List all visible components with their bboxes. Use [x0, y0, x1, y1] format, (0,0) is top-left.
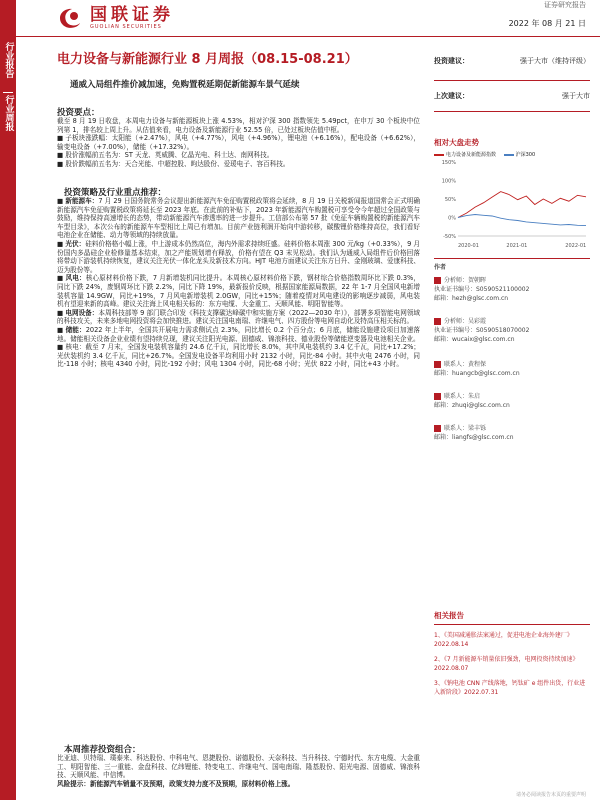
prev-label: 上次建议： [434, 92, 469, 100]
doc-type: 证券研究报告 [544, 1, 586, 9]
relative-performance-chart [434, 158, 590, 250]
analyst-2-name: 分析师：吴彩霞 [444, 318, 487, 325]
analyst-2-cert: 执业证书编号：S0590518070002 [434, 327, 530, 334]
contact-2-email: 邮箱：zhuqi@glsc.com.cn [434, 402, 510, 409]
related-title: 相关报告 [434, 611, 464, 620]
report-date: 2022 年 08 月 21 日 [508, 19, 586, 28]
chart-title: 相对大盘走势 [434, 138, 479, 147]
nev-label: 新能源车： [65, 197, 99, 205]
contact-2-name: 联系人：朱启 [444, 393, 481, 400]
legend-swatch-2 [504, 154, 514, 156]
contact-3-email: 邮箱：liangfs@glsc.com.cn [434, 434, 514, 441]
related-divider [434, 624, 590, 625]
company-logo [58, 6, 174, 30]
analyst-1-name: 分析师：贺朝晖 [444, 277, 487, 284]
x-tick-label: 2020-01 [458, 243, 479, 249]
contact-icon [434, 361, 441, 368]
section-portfolio: 本周推荐投资组合： [64, 745, 141, 755]
analyst-block [434, 258, 590, 442]
analyst-1-email: 邮箱：hezh@glsc.com.cn [434, 295, 509, 302]
investment-summary: 截至 8 月 19 日收盘，本周电力设备与新能源板块上涨 4.53%，相对沪深 300 指数领先 5.49pct，在申万 30 个板块中位列第 1，排名较上周上升。从估值来看，电力设备及新能源行业 52.55 倍，已处过板块估值中枢。 [57, 117, 420, 134]
legend-label-2: 沪深300 [515, 152, 536, 158]
x-tick-label: 2022-01 [565, 243, 587, 249]
y-tick-label: -50% [443, 234, 456, 240]
investment-points-body: 截至 8 月 19 日收盘，本周电力设备与新能源板块上涨 4.53%，相对沪深 300 指数领先 5.49pct，在申万 30 个板块中位列第 1，排名较上周上升。从估值来看，电力设备及新能源行业 52.55 倍，已处过板块估值中枢。 ■ 子板块涨跌幅：太阳能（+2.47%），风电（+4.77%），风电（+4.96%），锂电池（+6.16%），配电设备（+6.62%），输变电设备（+7.00%），储能（+17.32%）。 ■ 股价涨幅前五名为：ST 天龙、英威腾、亿晶光电、科士达、南网科技。 ■ 股价跌幅前五名为：天合光能、中超控股、昫达股份、爱瑗电子、容百科技。 [57, 117, 421, 168]
section-investment-points: 投资要点： [57, 108, 100, 118]
storage-text: 2022 年上半年，全国共开展电力需求侧试点 2.3%，同比增长 0.2 个百分点；6 月底，储能设施建设项目加速落地。储能相关设备企业业绩有望持续兑现，建议关注阳光电源、固德威、锦浪科技、德业股份等储能逆变器及电池相关企业。 [57, 325, 420, 343]
related-item[interactable]: 1、《美国减通胀法案通过，促进电池企业海外建厂》2022.08.14 [434, 632, 573, 648]
related-item[interactable]: 3、《钠电池 CNN 产线落地，钙钛矿 e 组件出货，行业进入新阶段》2022.07.31 [434, 680, 586, 696]
x-tick-label: 2021-01 [506, 243, 528, 249]
author-label: 作者 [434, 264, 447, 271]
rating-block [434, 56, 590, 112]
legend-label-1: 电力设备及新能源指数 [446, 152, 497, 158]
logo-text-cn: 国联证券 [90, 5, 174, 25]
chart-block [434, 137, 590, 254]
analyst-2-email: 邮箱：wucaix@glsc.com.cn [434, 336, 515, 343]
contact-3-name: 联系人：梁丰铄 [444, 425, 487, 432]
contact-icon [434, 425, 441, 432]
related-item[interactable]: 2、《7 月新能源车销量依旧强劲，电网投资持续加速》2022.08.07 [434, 656, 579, 672]
wind-text: 核心原材料价格下跌，7 月新增装机同比提升。本周核心原材料价格下跌，钢材综合价格指数周环比下跌 0.3%，同比下跌 24%，废钢周环比下跌 2.2%，同比下降 19%，最新报价反映，根据国家能源局数据，22 年 1-7 月全国风电新增装机容量 14.9GW，同比+19%，7 月风电新增装机 2.0GW，同比+15%；随着疫情对风电建设的影响逐步减弱，风电装机有望迎来新的高峰。建议关注海上风电相关标的：东方电缆、大金重工、天顺风能、明阳智能等。 [57, 274, 421, 309]
y-tick-label: 100% [441, 178, 456, 185]
y-tick-label: 0% [448, 215, 456, 222]
contact-1-email: 邮箱：huangcb@glsc.com.cn [434, 370, 520, 377]
analyst-divider [434, 258, 590, 259]
invest-label: 投资建议： [434, 57, 469, 65]
subsector-changes: 子板块涨跌幅：太阳能（+2.47%），风电（+4.77%），风电（+4.96%），锂电池（+6.16%），配电设备（+6.62%），输变电设备（+7.00%），储能（+17.32%）。 [57, 134, 421, 151]
header-divider [0, 36, 600, 37]
chart-legend [434, 151, 590, 158]
portfolio-body [57, 754, 420, 788]
wind-label: 风电： [65, 274, 86, 283]
section-strategy: 投资策略及行业重点推荐： [64, 188, 167, 198]
pv-text: 硅料价格格小幅上涨，中上游成本仍然高位，海内外需求持续旺盛。硅料价格本周涨 300 元/kg（+0.33%），9 月份国内多晶硅企业检修量基本结束，加之产能规划增有释放，价格有望在 Q3 末见松动。我们认为通威入局组件后价格回落将带动下游装机持续恢复，建议关注光伏一体化龙头及新技术方向。HJT 电池方面建议关注东方日升、金刚玻璃、爱康科技、迈为股份等。 [57, 239, 421, 274]
series-line-2 [458, 215, 586, 226]
footer-note: 请务必阅读报告末页的重要声明 [515, 792, 586, 798]
invest-value: 强于大市（维持评级） [520, 57, 590, 65]
nev-text: 7 月 29 日国务院常务会议提出新能源汽车免征购置税政策将会延续，8 月 19 日关税新闻报道国常会正式明确新能源汽车免征购置税政策将延长至 2023 年底。在此前的补贴下，2023 年新能源汽车购置税可享受令今年超过全国政策与鼓励，维持保持高速增长的态势，带动新能源汽车渗透率的进一步提升。工信部公布第 57 批《免征车辆购置税的新能源汽车车型目录》，本次公布的新能源车车型相比上周已有增加。目前产业链利润开始向中游转移，碳酸锂价格维持高位，我们看好电池企业在储能、动力等领域的持续放量。 [57, 197, 421, 240]
grid-text: 本周科技部等 9 部门联合印发《科技支撑碳达峰碳中和实施方案（2022—2030 年）》，部署多项智能电网领域的科技攻关，未来多地电网投资将会加快推进。建议关注国电南瑞、许继电气、四方股份等电网自动化及特高压相关标的。 [57, 308, 420, 326]
top-losers: 股价跌幅前五名为：天合光能、中超控股、昫达股份、爱瑗电子、容百科技。 [65, 159, 290, 168]
report-title: 电力设备与新能源行业 8 月周报（08.15-08.21） [57, 52, 358, 67]
legend-swatch-1 [434, 154, 444, 156]
rating-divider [434, 80, 590, 81]
sidebar-label-bottom: 行业周报 [0, 90, 16, 135]
contact-icon [434, 393, 441, 400]
logo-mark-icon [58, 7, 84, 29]
grid-label: 电网设备： [65, 308, 99, 317]
storage-label: 储能： [65, 325, 86, 334]
contact-1-name: 联系人：黄程保 [444, 361, 487, 368]
rating-divider-2 [434, 111, 590, 112]
sidebar-label-top: 行业报告 [3, 42, 14, 78]
related-reports-block [434, 610, 590, 697]
top-gainers: 股价涨幅前五名为：ST 天龙、英威腾、亿晶光电、科士达、南网科技。 [65, 151, 274, 160]
series-line-1 [458, 192, 586, 218]
report-subtitle: 通威入局组件推价减加速，免购置税延期促新能源车景气延续 [70, 80, 300, 90]
analyst-1-cert: 执业证书编号：S0590521100002 [434, 286, 530, 293]
power-stats-text: 核电：截至 7 月末，全国发电装机容量约 24.6 亿千瓦，同比增长 8.0%，其中风电装机约 3.4 亿千瓦，同比+17.2%；光伏装机约 3.4 亿千瓦，同比+26.7%。全国发电设备平均利用小时 2132 小时，同比-84 小时。其中火电 2476 小时，同比-118 小时；核电 4340 小时，同比-192 小时；风电 1304 小时，同比-68 小时；光伏 822 小时，同比+43 小时。 [57, 343, 420, 369]
logo-text-en: GUOLIAN SECURITIES [90, 24, 162, 30]
portfolio-text: 比亚迪、贝特瑞、璞泰来、科达股份、中科电气、恩捷股份、诺德股份、天奈科技、当升科技、宁德时代、东方电缆、大金重工、明阳智能、三一重能、金盘科技、亿纬锂能、特变电工、许继电气、国电南瑞、隆基股份、阳光电源、固德威、锦浪科技、天顺风能、中信博。 [57, 754, 420, 780]
y-tick-label: 150% [441, 160, 456, 166]
analyst-icon [434, 318, 441, 325]
strategy-body: ■ 新能源车：7 月 29 日国务院常务会议提出新能源汽车免征购置税政策将会延续，8 月 19 日关税新闻报道国常会正式明确新能源汽车免征购置税政策将延长至 2023 年底。在此前的补贴下，2023 年新能源汽车购置税可享受令今年超过全国政策与鼓励，维持保持高速增长的态势，带动新能源汽车渗透率的进一步提升。工信部公布第 57 批《免征车辆购置税的新能源汽车车型目录》，本次公布的新能源车车型相比上周已有增加。目前产业链利润开始向中游转移，碳酸锂价格维持高位，我们看好电池企业在储能、动力等领域的持续放量。 ■ 光伏：硅料价格格小幅上涨，中上游成本仍然高位，海内外需求持续旺盛。硅料价格本周涨 300 元/kg（+0.33%），9 月份国内多晶硅企业检修量基本结束，加之产能规划增有释放，价格有望在 Q3 末见松动。我们认为通威入局组件后价格回落将带动下游装机持续恢复，建议关注光伏一体化龙头及新技术方向。HJT 电池方面建议关注东方日升、金刚玻璃、爱康科技、迈为股份等。 ■ 风电：核心原材料价格下跌，7 月新增装机同比提升。本周核心原材料价格下跌，钢材综合价格指数周环比下跌 0.3%，同比下跌 24%，废钢周环比下跌 2.2%，同比下降 19%，最新报价反映，根据国家能源局数据，22 年 1-7 月全国风电新增装机容量 14.9GW，同比+19%，7 月风电新增装机 2.0GW，同比+15%；随着疫情对风电建设的影响逐步减弱，风电装机有望迎来新的高峰。建议关注海上风电相关标的：东方电缆、大金重工、天顺风能、明阳智能等。 ■ 电网设备：本周科技部等 9 部门联合印发《科技支撑碳达峰碳中和实施方案（2022—2030 年）》，部署多项智能电网领域的科技攻关，未来多地电网投资将会加快推进。建议关注国电南瑞、许继电气、四方股份等电网自动化及特高压相关标的。 ■ 储能：2022 年上半年，全国共开展电力需求侧试点 2.3%，同比增长 0.2 个百分点；6 月底，储能设施建设项目加速落地。储能相关设备企业业绩有望持续兑现，建议关注阳光电源、固德威、锦浪科技、德业股份等储能逆变器及电池相关企业。 ■ 核电：截至 7 月末，全国发电装机容量约 24.6 亿千瓦，同比增长 8.0%，其中风电装机约 3.4 亿千瓦，同比+17.2%；光伏装机约 3.4 亿千瓦，同比+26.7%。全国发电设备平均利用小时 2132 小时，同比-84 小时。其中火电 2476 小时，同比-118 小时；核电 4340 小时，同比-192 小时；风电 1304 小时，同比-68 小时；光伏 822 小时，同比+43 小时。 [57, 197, 421, 369]
pv-label: 光伏： [65, 239, 86, 248]
risk-text: 风险提示：新能源汽车销量不及预期，政策支持力度不及预期，原材料价格上涨。 [57, 779, 295, 788]
analyst-icon [434, 277, 441, 284]
prev-value: 强于大市 [562, 92, 590, 100]
y-tick-label: 50% [444, 197, 456, 203]
